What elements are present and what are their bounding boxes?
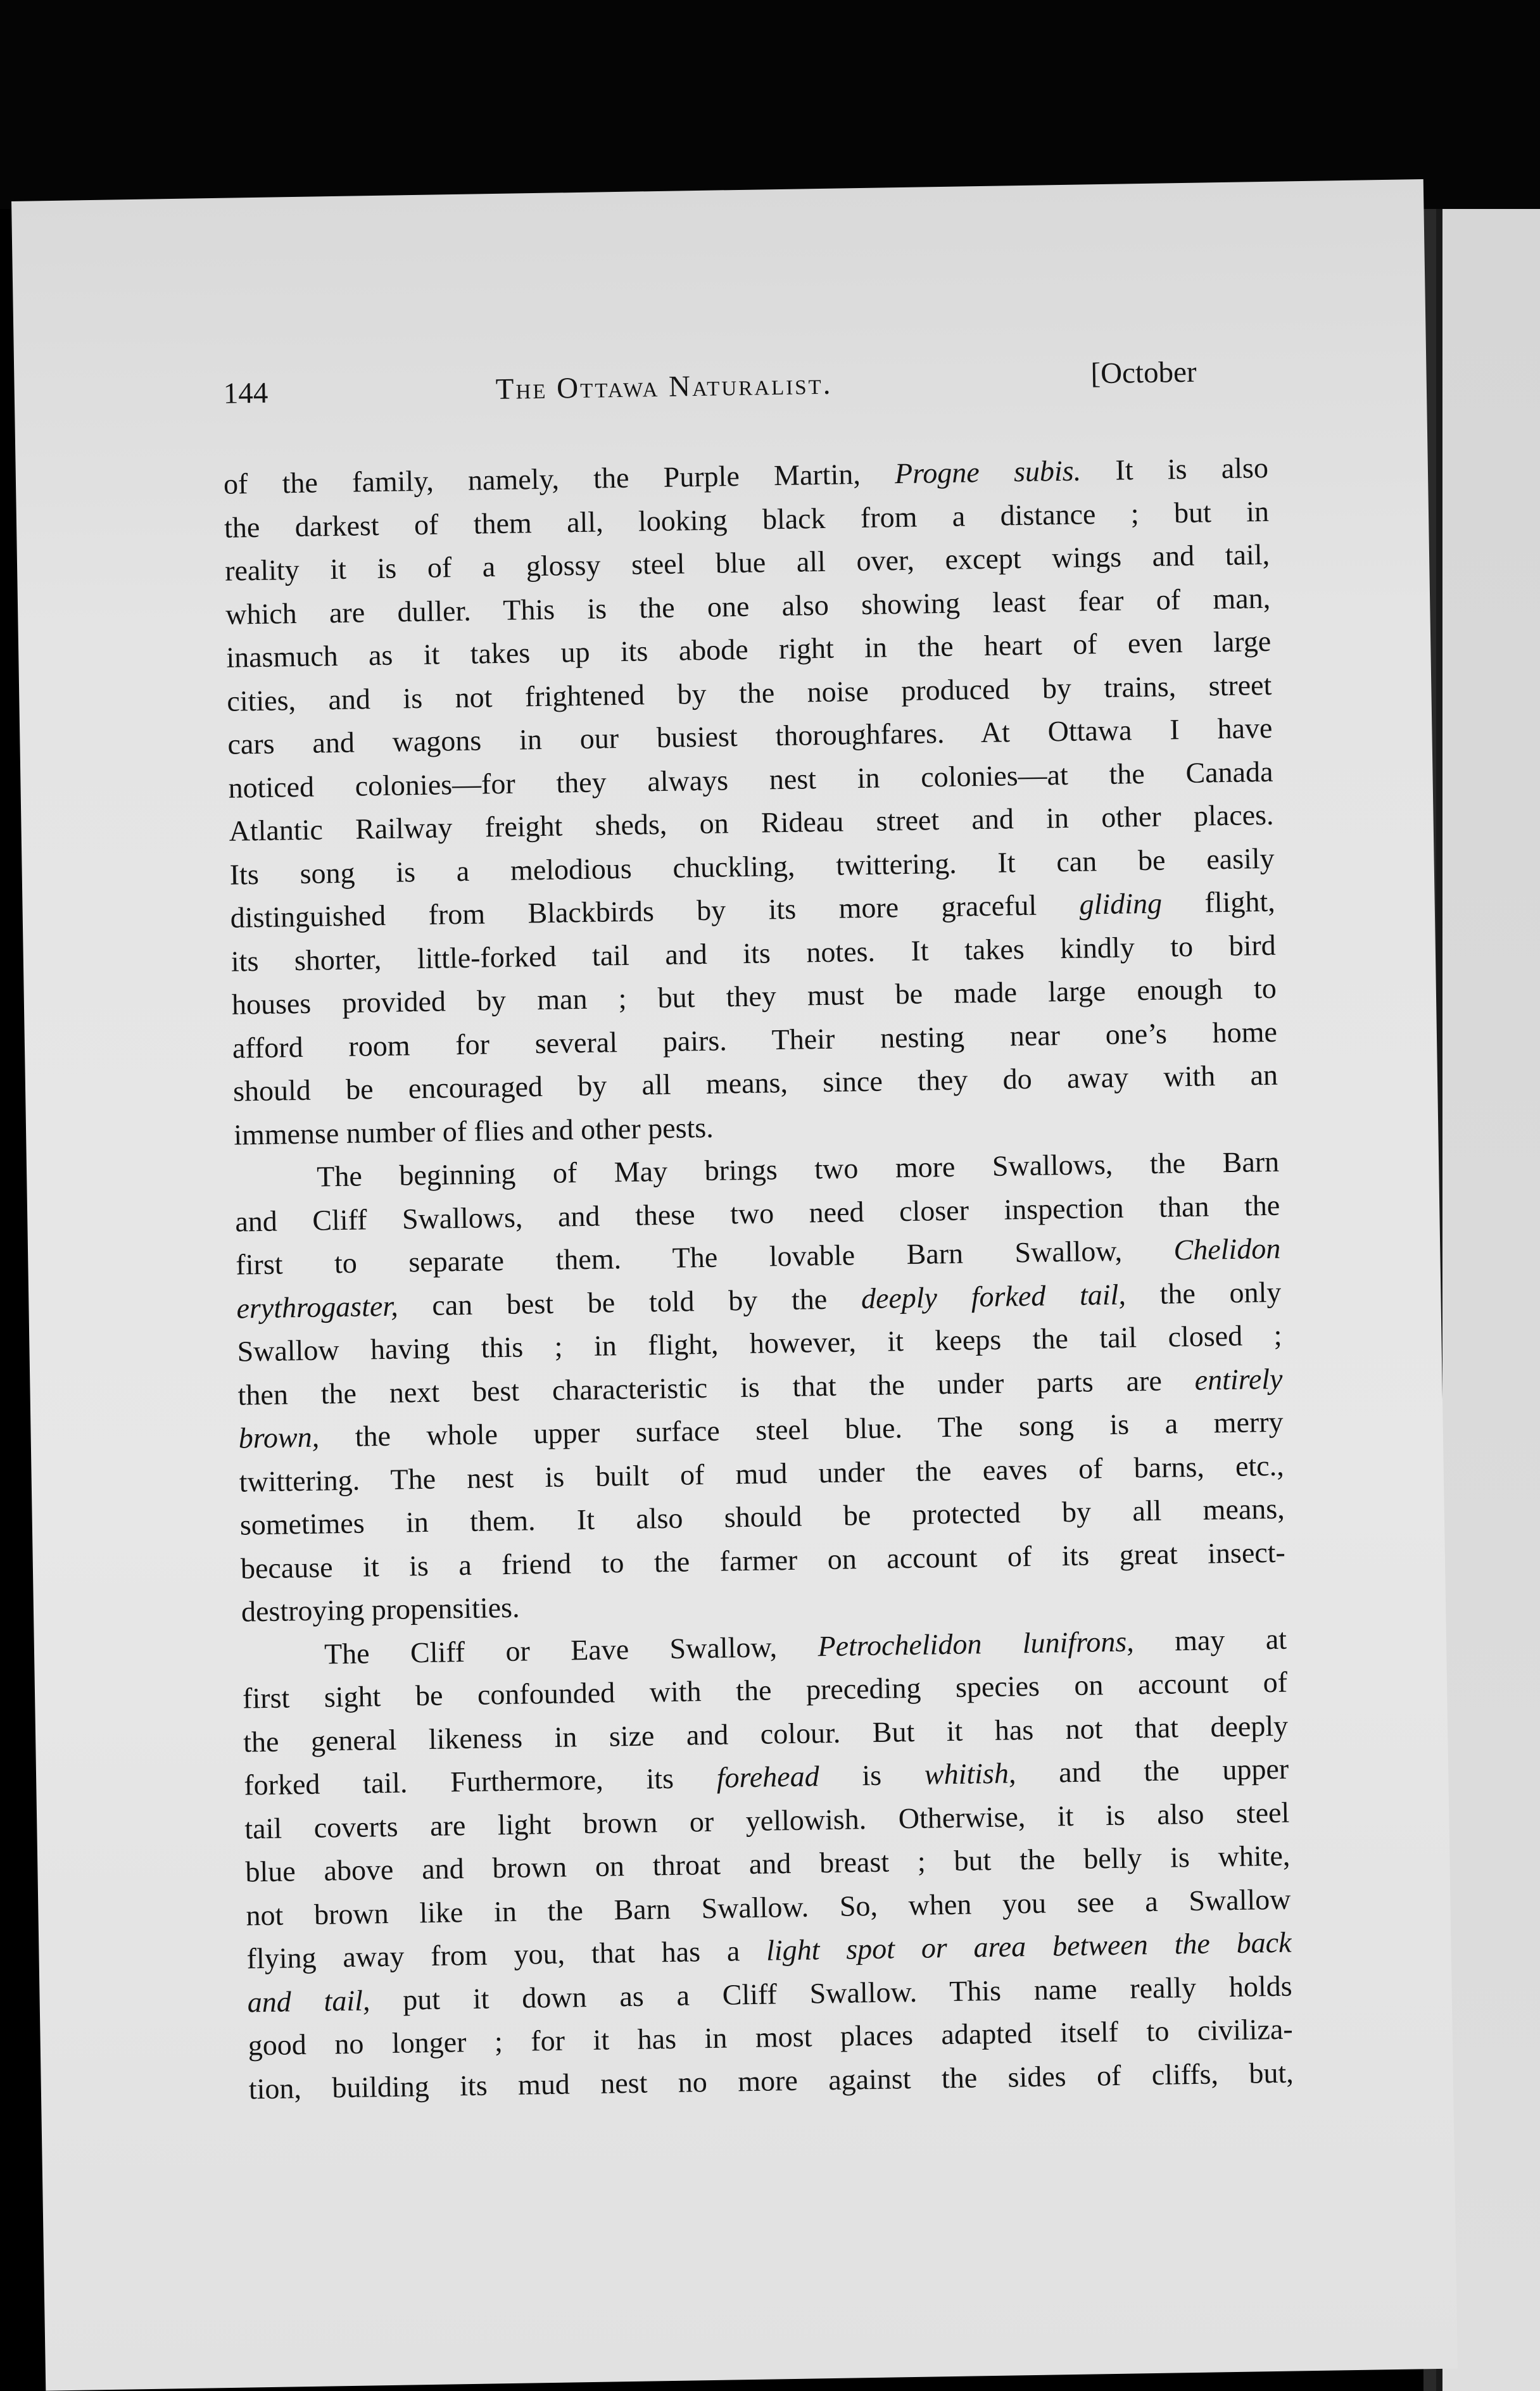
text-run: twittering. The nest is built of mud under the eaves of barns, etc.,	[239, 1449, 1284, 1498]
text-run: the whole upper surface steel blue. The song is a merry	[319, 1405, 1284, 1453]
text-run: put it down as a Cliff Swallow. This name really holds	[369, 1969, 1292, 2016]
text-run: Its song is a melodious chuckling, twittering. It can be easily	[229, 842, 1275, 891]
text-run: inasmuch as it takes up its abode right in the heart of even large	[225, 624, 1272, 674]
text-run: because it is a friend to the farmer on account of its great insect-	[240, 1536, 1286, 1585]
text-run: flying away from you, that has a	[246, 1934, 767, 1975]
text-run: its shorter, little-forked tail and its notes. It takes kindly to bird	[230, 928, 1277, 978]
italic-text: erythrogaster,	[236, 1289, 398, 1325]
text-run: the darkest of them all, looking black from a distance ; but in	[224, 495, 1270, 544]
text-run: It is also	[1080, 451, 1269, 487]
text-run: and the upper	[1015, 1752, 1289, 1789]
italic-text: forehead	[716, 1760, 819, 1794]
text-run: and Cliff Swallows, and these two need closer inspection than the	[234, 1189, 1280, 1238]
text-run: The Cliff or Eave Swallow,	[324, 1629, 818, 1670]
italic-text: Chelidon	[1173, 1232, 1281, 1266]
italic-text: light spot or area between the back	[766, 1926, 1292, 1967]
page-number: 144	[223, 376, 268, 410]
text-run: The beginning of May brings two more Swallows, the Barn	[316, 1145, 1280, 1193]
text-run: Atlantic Railway freight sheds, on Rideau street and in other places.	[229, 798, 1274, 847]
book-page	[11, 179, 1458, 2391]
italic-text: gliding	[1079, 886, 1163, 921]
text-run: forked tail. Furthermore, its	[243, 1761, 717, 1801]
italic-text: brown,	[238, 1420, 320, 1454]
text-run: tion, building its mud nest no more against the sides of cliffs, but,	[248, 2056, 1294, 2105]
text-run: first sight be confounded with the preceding species on account of	[242, 1665, 1288, 1715]
text-run: immense number of flies and other pests.	[233, 1111, 714, 1151]
italic-text: whitish,	[924, 1757, 1016, 1791]
text-run: then the next best characteristic is that the under parts are	[237, 1363, 1196, 1411]
running-header	[223, 355, 1249, 420]
text-run: noticed colonies—for they always nest in colonies—at the Canada	[228, 755, 1273, 804]
text-run: Swallow having this ; in flight, however, it keeps the tail closed ;	[237, 1318, 1282, 1368]
article-body	[224, 446, 1294, 2111]
text-run: the only	[1125, 1275, 1282, 1311]
text-run: of the family, namely, the Purple Martin,	[223, 457, 895, 500]
text-run: can best be told by the	[398, 1282, 862, 1322]
italic-text: and tail,	[247, 1983, 370, 2018]
text-run: not brown like in the Barn Swallow. So, when you see a Swallow	[246, 1883, 1291, 1932]
text-run: is	[819, 1758, 925, 1793]
text-run: destroying propensities.	[241, 1591, 520, 1628]
text-run: flight,	[1161, 885, 1276, 919]
scan-border-top	[0, 0, 1540, 209]
text-run: sometimes in them. It also should be protected by all means,	[239, 1492, 1285, 1541]
text-run: should be encouraged by all means, since they do away with an	[232, 1058, 1278, 1107]
text-run: cities, and is not frightened by the noise produced by trains, street	[227, 668, 1272, 717]
italic-text: Progne subis.	[894, 454, 1082, 490]
text-run: afford room for several pairs. Their nesting near one’s home	[232, 1015, 1278, 1064]
text-run: tail coverts are light brown or yellowish. Otherwise, it is also steel	[244, 1796, 1290, 1845]
journal-title: The Ottawa Naturalist.	[495, 367, 833, 407]
text-run: the general likeness in size and colour. But it has not that deeply	[243, 1709, 1289, 1758]
text-run: distinguished from Blackbirds by its more graceful	[230, 888, 1080, 934]
issue-month: [October	[1090, 355, 1197, 391]
text-run: cars and wagons in our busiest thoroughfares. At Ottawa I have	[227, 711, 1273, 760]
text-run: reality it is of a glossy steel blue all over, except wings and tail,	[224, 538, 1270, 587]
text-run: good no longer ; for it has in most places adapted itself to civiliza-	[248, 2012, 1293, 2062]
text-run: first to separate them. The lovable Barn Swallow,	[236, 1233, 1174, 1281]
text-run: blue above and brown on throat and breast ; but the belly is white,	[245, 1839, 1291, 1888]
italic-text: Petrochelidon lunifrons,	[817, 1624, 1135, 1662]
text-run: which are duller. This is the one also showing least fear of man,	[225, 581, 1271, 631]
text-run: houses provided by man ; but they must be made large enough to	[231, 971, 1277, 1021]
text-run: may at	[1133, 1622, 1287, 1657]
italic-text: deeply forked tail,	[861, 1278, 1127, 1315]
italic-text: entirely	[1194, 1362, 1283, 1396]
